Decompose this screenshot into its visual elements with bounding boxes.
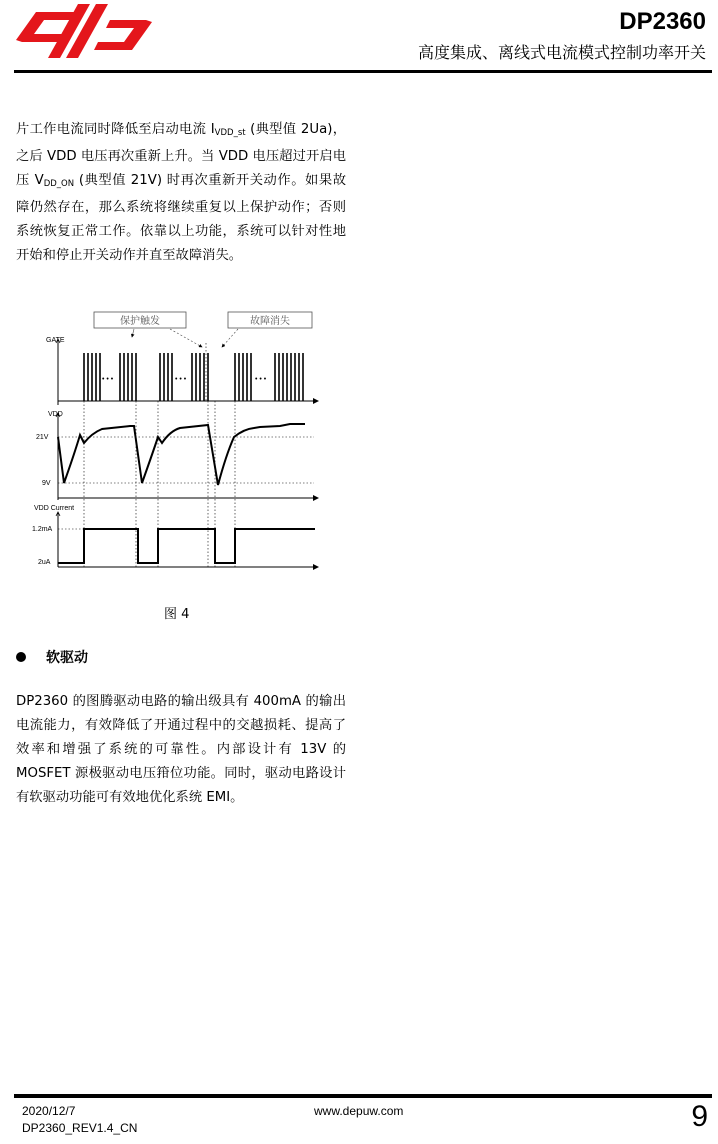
vdd-waveform: [58, 424, 305, 485]
gate-label: GATE: [46, 337, 65, 344]
callout-protect-label: 保护触发: [120, 316, 160, 327]
vdd-9v-label: 9V: [42, 480, 51, 487]
para1-text-1: 片工作电流同时降低至启动电流 I: [16, 122, 215, 137]
footer-revision: DP2360_REV1.4_CN: [22, 1121, 138, 1135]
current-label: VDD Current: [34, 505, 75, 512]
gate-ellipsis-2: • • •: [175, 376, 187, 383]
document-subtitle: 高度集成、离线式电流模式控制功率开关: [417, 43, 706, 62]
current-high-label: 1.2mA: [32, 526, 53, 533]
paragraph-soft-drive: [16, 690, 346, 810]
figure-caption: 图 4: [164, 607, 190, 622]
paragraph-protection: [16, 118, 346, 268]
footer-url: www.depuw.com: [314, 1104, 404, 1118]
company-logo: [14, 0, 154, 62]
section-heading: 软驱动: [46, 650, 88, 666]
gate-pulses: [84, 353, 303, 401]
callout-recover-label: 故障消失: [250, 316, 290, 327]
document-title: DP2360: [619, 8, 706, 35]
bullet-icon: [16, 652, 26, 662]
header-divider: [14, 70, 712, 73]
timing-diagram: [30, 305, 330, 577]
vdd-21v-label: 21V: [36, 434, 49, 441]
soft-drive-text: DP2360 的图腾驱动电路的输出级具有 400mA 的输出电流能力，有效降低了开通过程中的交越损耗、提高了效率和增强了系统的可靠性。内部设计有 13V 的 MOSFET 源极驱动电压箝位功能。同时，驱动电路设计有软驱动功能可有效地优化系统 EMI。: [16, 694, 346, 805]
footer-divider: [14, 1094, 712, 1098]
current-low-label: 2uA: [38, 559, 51, 566]
para1-text-3: (典型值 21V) 时再次重新开关动作。如果故障仍然存在，那么系统将继续重复以上保护动作；否则系统恢复正常工作。依靠以上功能，系统可以针对性地开始和停止开关动作并直至故障消失。: [16, 173, 346, 263]
footer-date: 2020/12/7: [22, 1104, 76, 1118]
current-waveform: [58, 529, 315, 563]
para1-subscript-2: DD_ON: [43, 179, 75, 189]
gate-ellipsis-1: • • •: [102, 376, 114, 383]
gate-ellipsis-3: • • •: [255, 376, 267, 383]
page-number: 9: [691, 1100, 708, 1133]
vdd-label: VDD: [48, 411, 63, 418]
para1-subscript-1: VDD_st: [214, 128, 246, 138]
para1-text-2: (典型值 2Ua)，之后 VDD 电压再次重新上升。当 VDD 电压超过开启电压 V: [16, 122, 346, 188]
